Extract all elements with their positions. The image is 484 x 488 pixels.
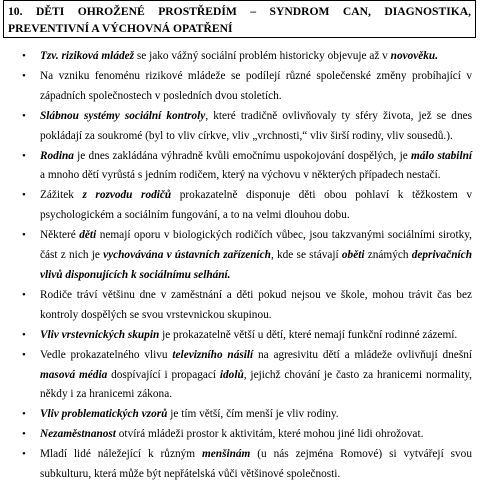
emphasized-text: Vliv vrstevnických skupin bbox=[40, 328, 160, 341]
bullet-icon: • bbox=[22, 69, 26, 82]
emphasized-text: Rodina bbox=[40, 149, 74, 162]
emphasized-text: Tzv. riziková mládež bbox=[40, 50, 135, 62]
body-text: známých bbox=[364, 249, 412, 262]
bullet-icon: • bbox=[22, 109, 26, 122]
body-text: je dnes zakládána výhradně kvůli emočnímu uspokojování dospělých, je bbox=[73, 149, 411, 162]
list-item bbox=[0, 226, 484, 286]
emphasized-text: masová média bbox=[40, 368, 108, 381]
section-heading: 10. DĚTI OHROŽENÉ PROSTŘEDÍM – SYNDROM CAN, DIAGNOSTIKA, PREVENTIVNÍ A VÝCHOVNÁ OPATŘENÍ bbox=[3, 0, 476, 38]
list-item bbox=[0, 67, 484, 107]
body-text: na agresivitu dětí a mládeže ovlivňují dnešní bbox=[253, 348, 473, 361]
list-item bbox=[0, 445, 484, 485]
bullet-icon: • bbox=[22, 149, 26, 162]
emphasized-text: vychovávána v ústavních zařízeních bbox=[103, 249, 271, 262]
body-text: Zážitek bbox=[40, 189, 83, 202]
list-item bbox=[0, 47, 484, 67]
list-item bbox=[0, 346, 484, 406]
list-item bbox=[0, 286, 484, 326]
bullet-icon: • bbox=[22, 448, 26, 461]
bullet-icon: • bbox=[22, 288, 26, 301]
body-text: nemají oporu v biologických rodičích vůbec, jsou takzvanými sociálními sirotky, část z nich je bbox=[40, 229, 472, 262]
list-item bbox=[0, 107, 484, 147]
bullet-icon: • bbox=[22, 328, 26, 341]
list-item bbox=[0, 425, 484, 445]
body-text: Mladí lidé náležející k různým bbox=[40, 448, 202, 461]
body-text: prokazatelně disponuje děti obou pohlaví k těžkostem v psychologickém a sociálním fungování, a to na velmi dlouhou dobu. bbox=[40, 189, 472, 222]
emphasized-text: oběti bbox=[341, 249, 365, 262]
body-text: a mnoho dětí vyrůstá s jedním rodičem, který na výchovu v některých případech nestačí. bbox=[40, 169, 441, 182]
body-text: Některé bbox=[40, 229, 80, 242]
body-text: se jako vážný sociální problém historicky objevuje až v bbox=[134, 50, 391, 62]
bullet-icon: • bbox=[22, 408, 26, 421]
emphasized-text: málo stabilní bbox=[411, 149, 473, 162]
body-text: otvírá mládeži prostor k aktivitám, které mohou jiné lidi ohrožovat. bbox=[115, 428, 424, 441]
bullet-icon: • bbox=[22, 229, 26, 242]
list-item bbox=[0, 186, 484, 226]
emphasized-text: z rozvodu rodičů bbox=[82, 189, 172, 202]
emphasized-text: Slábnou systémy sociální kontroly bbox=[40, 109, 206, 122]
body-text: , které tradičně ovlivňovaly ty sféry života, jež se dnes pokládají za soukromé (byl to vliv církve, vliv „vrchnosti,“ vliv širší rodiny, vliv sousedů.). bbox=[40, 109, 472, 142]
body-text: , jejichž chování je často za hranicemi normality, někdy i za hranicemi zákona. bbox=[40, 368, 472, 401]
emphasized-text: děti bbox=[79, 229, 97, 242]
bullet-icon: • bbox=[22, 428, 26, 441]
emphasized-text: menšinám bbox=[201, 448, 251, 461]
body-text: dospívající i propagací bbox=[107, 368, 220, 381]
list-item bbox=[0, 147, 484, 187]
emphasized-text: novověku. bbox=[390, 50, 439, 62]
emphasized-text: televizního násilí bbox=[172, 348, 254, 361]
bullet-icon: • bbox=[22, 348, 26, 361]
emphasized-text: idolů bbox=[219, 368, 244, 381]
bullet-list bbox=[0, 47, 484, 485]
body-text: , kde se stávají bbox=[270, 249, 342, 262]
body-text: Rodiče tráví většinu dne v zaměstnání a děti pokud nejsou ve škole, mohou trávit čas bez kontroly dospělých se svou vrstevnickou skupinou. bbox=[40, 288, 472, 321]
body-text: Na vzniku fenoménu rizikové mládeže se podílejí různé společenské změny probíhající v západních společnostech v posledních dvou stoletích. bbox=[40, 69, 472, 102]
body-text: (u nás zejména Romové) si vytvářejí svou subkulturu, která může být nepřátelská vůči většinové společnosti. bbox=[40, 448, 472, 481]
body-text: Vedle prokazatelného vlivu bbox=[40, 348, 173, 361]
body-text: je prokazatelně větší u dětí, které nemají funkční rodinné zázemí. bbox=[159, 328, 458, 341]
list-item bbox=[0, 326, 484, 346]
emphasized-text: Nezaměstnanost bbox=[40, 428, 116, 441]
body-text: je tím větší, čím menší je vliv rodiny. bbox=[167, 408, 339, 421]
bullet-icon: • bbox=[22, 50, 26, 62]
bullet-icon: • bbox=[22, 189, 26, 202]
emphasized-text: deprivačních vlivů disponujících k sociálnímu selhání. bbox=[40, 249, 472, 281]
emphasized-text: Vliv problematických vzorů bbox=[40, 408, 168, 421]
list-item bbox=[0, 405, 484, 425]
